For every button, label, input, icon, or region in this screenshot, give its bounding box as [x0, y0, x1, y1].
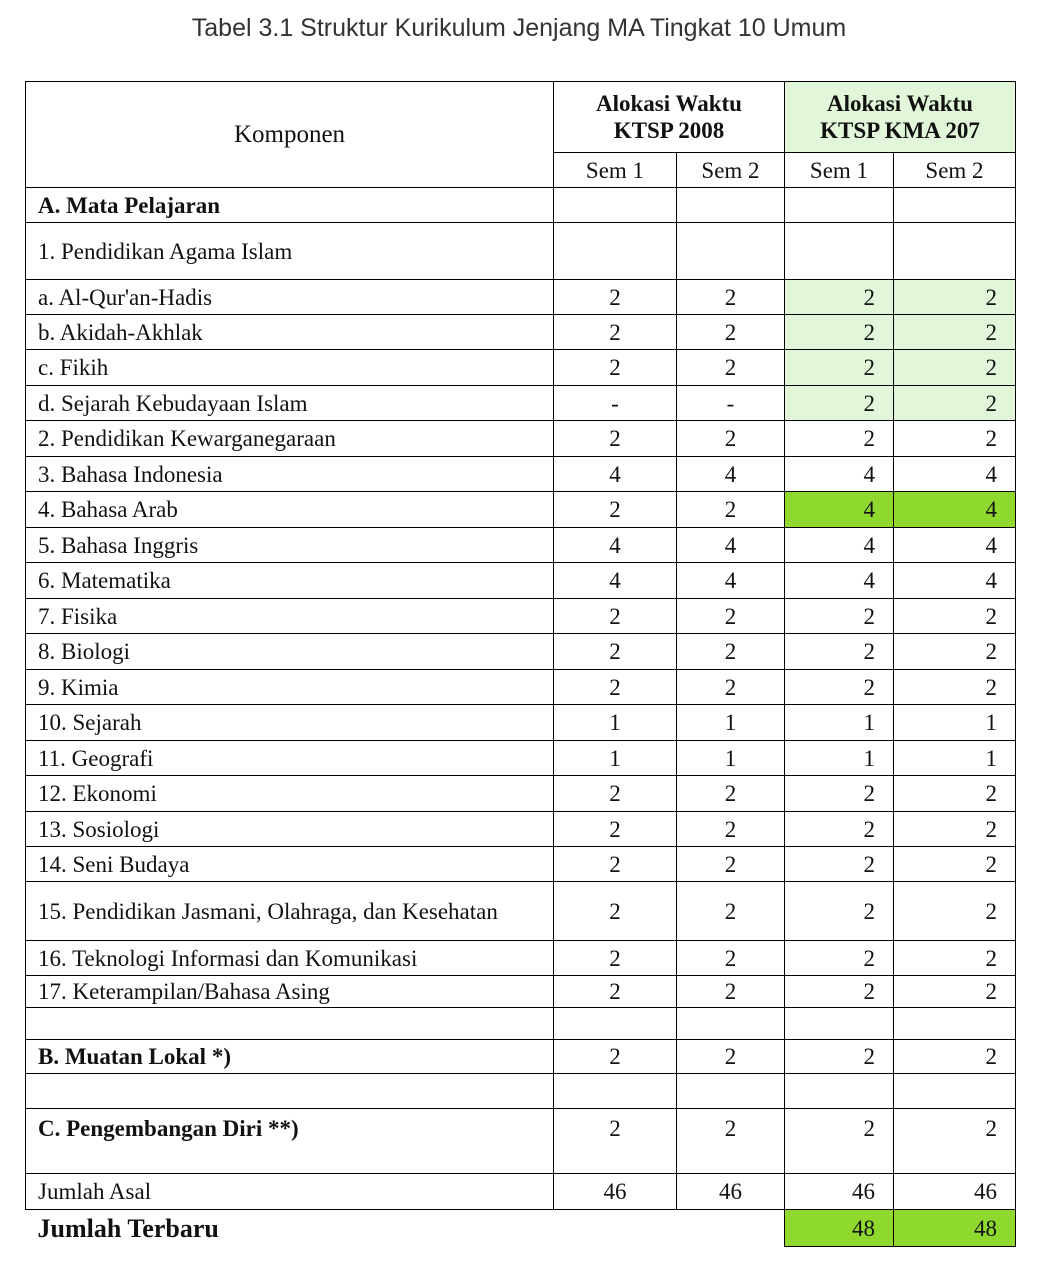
- row-label: 10. Sejarah: [26, 705, 554, 741]
- row-label: [26, 1008, 554, 1040]
- table-row: [26, 976, 1016, 1008]
- cell-value: 2: [785, 941, 894, 976]
- cell-value: 4: [554, 457, 677, 492]
- cell-value: 46: [554, 1174, 677, 1210]
- cell-value: 2: [785, 670, 894, 705]
- cell-value: 4: [894, 563, 1016, 599]
- table-row: [26, 941, 1016, 976]
- cell-value: 2: [785, 882, 894, 941]
- cell-value: 2: [554, 882, 677, 941]
- cell-value: 1: [785, 705, 894, 741]
- table-row: [26, 386, 1016, 421]
- table-row: [26, 1074, 1016, 1109]
- cell-value: 46: [894, 1174, 1016, 1210]
- table-row: [26, 776, 1016, 812]
- table-row: [26, 315, 1016, 350]
- cell-value: [894, 188, 1016, 223]
- cell-value: 2: [894, 1109, 1016, 1174]
- cell-value: 2: [894, 776, 1016, 812]
- cell-value: 2: [894, 847, 1016, 882]
- header-ktsp-2008: [554, 82, 785, 153]
- cell-value: [677, 1008, 785, 1040]
- cell-value: [894, 1008, 1016, 1040]
- row-label: C. Pengembangan Diri **): [26, 1109, 554, 1174]
- row-label: 2. Pendidikan Kewarganegaraan: [26, 421, 554, 457]
- cell-value: [894, 223, 1016, 280]
- cell-value: 2: [894, 280, 1016, 315]
- header-ktsp-2008-line2: KTSP 2008: [613, 118, 725, 143]
- cell-value: 2: [554, 1040, 677, 1074]
- table-title: Tabel 3.1 Struktur Kurikulum Jenjang MA Tingkat 10 Umum: [191, 14, 847, 42]
- cell-value: [677, 223, 785, 280]
- table-row: [26, 1109, 1016, 1174]
- total-sem1: 48: [785, 1210, 894, 1247]
- cell-value: 2: [677, 882, 785, 941]
- cell-value: [677, 188, 785, 223]
- cell-value: 2: [785, 847, 894, 882]
- row-label: 13. Sosiologi: [26, 812, 554, 847]
- total-row: [26, 1210, 1016, 1247]
- cell-value: 2: [785, 280, 894, 315]
- cell-value: 4: [554, 528, 677, 563]
- cell-value: 2: [785, 421, 894, 457]
- row-label: A. Mata Pelajaran: [26, 188, 554, 223]
- cell-value: 2: [554, 976, 677, 1008]
- header-sem1-2008: Sem 1: [554, 153, 677, 188]
- table-row: [26, 847, 1016, 882]
- cell-value: 1: [554, 705, 677, 741]
- cell-value: 46: [677, 1174, 785, 1210]
- cell-value: 2: [554, 847, 677, 882]
- cell-value: 4: [785, 492, 894, 528]
- row-label: 14. Seni Budaya: [26, 847, 554, 882]
- cell-value: 4: [554, 563, 677, 599]
- table-row: [26, 599, 1016, 634]
- cell-value: 2: [677, 634, 785, 670]
- cell-value: 2: [554, 941, 677, 976]
- row-label: Jumlah Asal: [26, 1174, 554, 1210]
- header-sem2-kma: Sem 2: [894, 153, 1016, 188]
- header-ktsp-kma-207: [785, 82, 1016, 153]
- header-ktsp-2008-line1: Alokasi Waktu: [596, 91, 742, 116]
- cell-value: 2: [677, 812, 785, 847]
- cell-value: 2: [894, 634, 1016, 670]
- cell-value: 2: [677, 492, 785, 528]
- cell-value: 2: [554, 634, 677, 670]
- cell-value: 2: [677, 315, 785, 350]
- cell-value: [677, 1074, 785, 1109]
- empty-cell: [677, 1210, 785, 1247]
- table-row: [26, 741, 1016, 776]
- cell-value: 2: [554, 776, 677, 812]
- table-row: [26, 705, 1016, 741]
- cell-value: 1: [677, 705, 785, 741]
- cell-value: 1: [785, 741, 894, 776]
- cell-value: 2: [894, 976, 1016, 1008]
- cell-value: 2: [554, 1109, 677, 1174]
- cell-value: 2: [677, 350, 785, 386]
- table-row: [26, 1040, 1016, 1074]
- cell-value: 2: [677, 776, 785, 812]
- cell-value: 2: [554, 812, 677, 847]
- cell-value: 1: [894, 705, 1016, 741]
- table-row: [26, 188, 1016, 223]
- row-label: a. Al-Qur'an-Hadis: [26, 280, 554, 315]
- cell-value: 2: [677, 941, 785, 976]
- row-label: 7. Fisika: [26, 599, 554, 634]
- row-label: c. Fikih: [26, 350, 554, 386]
- cell-value: 2: [894, 882, 1016, 941]
- cell-value: 2: [785, 386, 894, 421]
- table-row: [26, 670, 1016, 705]
- cell-value: 2: [894, 386, 1016, 421]
- table-row: [26, 563, 1016, 599]
- table-row: [26, 1008, 1016, 1040]
- cell-value: 4: [785, 457, 894, 492]
- cell-value: [554, 1074, 677, 1109]
- cell-value: 1: [554, 741, 677, 776]
- cell-value: [785, 188, 894, 223]
- cell-value: [554, 1008, 677, 1040]
- table-row: [26, 1174, 1016, 1210]
- cell-value: 2: [785, 315, 894, 350]
- cell-value: 2: [785, 634, 894, 670]
- row-label: [26, 1074, 554, 1109]
- cell-value: 2: [894, 421, 1016, 457]
- cell-value: 2: [785, 1040, 894, 1074]
- cell-value: 2: [677, 599, 785, 634]
- cell-value: [785, 1008, 894, 1040]
- row-label: b. Akidah-Akhlak: [26, 315, 554, 350]
- cell-value: 2: [785, 812, 894, 847]
- cell-value: 2: [677, 421, 785, 457]
- cell-value: 4: [677, 528, 785, 563]
- header-ktsp-kma-207-line2: KTSP KMA 207: [820, 118, 980, 143]
- cell-value: 4: [677, 563, 785, 599]
- cell-value: [785, 1074, 894, 1109]
- row-label: 1. Pendidikan Agama Islam: [26, 223, 554, 280]
- cell-value: 2: [785, 599, 894, 634]
- cell-value: 2: [554, 599, 677, 634]
- cell-value: 2: [554, 421, 677, 457]
- cell-value: [554, 223, 677, 280]
- table-row: [26, 812, 1016, 847]
- table-row: [26, 350, 1016, 386]
- cell-value: 2: [554, 315, 677, 350]
- cell-value: -: [677, 386, 785, 421]
- cell-value: [554, 188, 677, 223]
- cell-value: [785, 223, 894, 280]
- cell-value: 1: [677, 741, 785, 776]
- cell-value: 4: [677, 457, 785, 492]
- row-label: 5. Bahasa Inggris: [26, 528, 554, 563]
- header-komponen: Komponen: [26, 82, 554, 188]
- cell-value: 2: [554, 492, 677, 528]
- table-row: [26, 882, 1016, 941]
- cell-value: 2: [677, 1109, 785, 1174]
- cell-value: 2: [894, 670, 1016, 705]
- cell-value: 2: [785, 350, 894, 386]
- cell-value: 2: [554, 280, 677, 315]
- table-row: [26, 280, 1016, 315]
- cell-value: 4: [894, 492, 1016, 528]
- cell-value: -: [554, 386, 677, 421]
- table-row: [26, 492, 1016, 528]
- row-label: 16. Teknologi Informasi dan Komunikasi: [26, 941, 554, 976]
- cell-value: 2: [894, 941, 1016, 976]
- header-sem1-kma: Sem 1: [785, 153, 894, 188]
- row-label: 4. Bahasa Arab: [26, 492, 554, 528]
- row-label: 15. Pendidikan Jasmani, Olahraga, dan Kesehatan: [26, 882, 554, 941]
- cell-value: 2: [677, 847, 785, 882]
- cell-value: 2: [894, 350, 1016, 386]
- cell-value: 2: [677, 1040, 785, 1074]
- row-label: 8. Biologi: [26, 634, 554, 670]
- header-sem2-2008: Sem 2: [677, 153, 785, 188]
- curriculum-table: [25, 81, 1016, 1247]
- cell-value: [894, 1074, 1016, 1109]
- cell-value: 2: [785, 976, 894, 1008]
- empty-cell: [554, 1210, 677, 1247]
- row-label: 11. Geografi: [26, 741, 554, 776]
- cell-value: 2: [677, 670, 785, 705]
- cell-value: 2: [785, 776, 894, 812]
- total-label: Jumlah Terbaru: [37, 1213, 219, 1243]
- cell-value: 4: [785, 563, 894, 599]
- cell-value: 2: [785, 1109, 894, 1174]
- cell-value: 2: [677, 976, 785, 1008]
- cell-value: 4: [785, 528, 894, 563]
- row-label: 3. Bahasa Indonesia: [26, 457, 554, 492]
- cell-value: 1: [894, 741, 1016, 776]
- cell-value: 2: [894, 812, 1016, 847]
- table-row: [26, 528, 1016, 563]
- cell-value: 46: [785, 1174, 894, 1210]
- total-sem2: 48: [894, 1210, 1016, 1247]
- cell-value: 2: [894, 599, 1016, 634]
- table-row: [26, 634, 1016, 670]
- row-label: B. Muatan Lokal *): [26, 1040, 554, 1074]
- row-label: d. Sejarah Kebudayaan Islam: [26, 386, 554, 421]
- cell-value: 2: [677, 280, 785, 315]
- table-row: [26, 223, 1016, 280]
- cell-value: 2: [894, 315, 1016, 350]
- table-row: [26, 421, 1016, 457]
- cell-value: 2: [554, 350, 677, 386]
- row-label: 12. Ekonomi: [26, 776, 554, 812]
- cell-value: 4: [894, 528, 1016, 563]
- cell-value: 2: [554, 670, 677, 705]
- row-label: 9. Kimia: [26, 670, 554, 705]
- row-label: 17. Keterampilan/Bahasa Asing: [26, 976, 554, 1008]
- cell-value: 2: [894, 1040, 1016, 1074]
- header-ktsp-kma-207-line1: Alokasi Waktu: [827, 91, 973, 116]
- row-label: 6. Matematika: [26, 563, 554, 599]
- cell-value: 4: [894, 457, 1016, 492]
- table-row: [26, 457, 1016, 492]
